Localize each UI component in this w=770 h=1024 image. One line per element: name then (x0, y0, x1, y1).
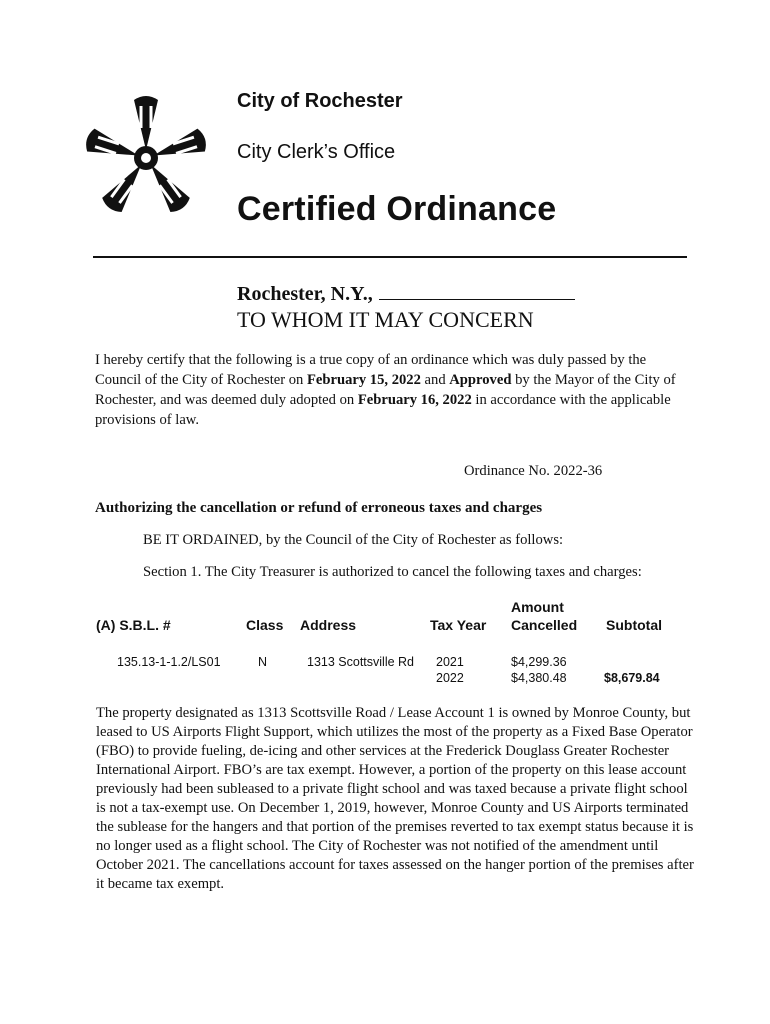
place-line (237, 281, 575, 306)
approved-word: Approved (449, 372, 512, 388)
document-title: Certified Ordinance (237, 190, 557, 228)
cell-address: 1313 Scottsville Rd (307, 655, 415, 669)
col-header-subtotal: Subtotal (606, 617, 662, 633)
city-name: City of Rochester (237, 90, 403, 112)
col-header-sbl: (A) S.B.L. # (96, 617, 171, 633)
date-blank-line (379, 281, 575, 300)
office-name: City Clerk’s Office (237, 141, 396, 163)
ordained-clause: BE IT ORDAINED, by the Council of the City of Rochester as follows: (143, 532, 564, 548)
ordinance-heading: Authorizing the cancellation or refund of erroneous taxes and charges (95, 500, 543, 516)
cell-amount-2: $4,380.48 (511, 671, 567, 685)
greeting: TO WHOM IT MAY CONCERN (237, 307, 534, 332)
col-header-cancelled: Cancelled (511, 617, 578, 633)
ordinance-number: Ordinance No. 2022-36 (464, 463, 603, 479)
col-header-address: Address (300, 617, 357, 633)
cell-year-1: 2021 (436, 655, 464, 669)
col-header-tax-year: Tax Year (430, 617, 487, 633)
header-divider (93, 256, 687, 258)
city-logo-flower (80, 92, 212, 222)
cert-text-3: by the Mayor of the City of Rochester, and was deemed duly adopted on (95, 372, 676, 408)
cell-year-2: 2022 (436, 671, 464, 685)
cert-text-4: in accordance with the applicable provisions of law. (95, 392, 671, 428)
col-header-class: Class (246, 617, 284, 633)
section-1: Section 1. The City Treasurer is authorized to cancel the following taxes and charges: (143, 564, 642, 580)
explanation-paragraph: The property designated as 1313 Scottsville Road / Lease Account 1 is owned by Monroe County, but leased to US Airports Flight Support, which utilizes the most of the property as a Fixed Base Operator (FBO) to provide fueling, de-icing and other services at the Frederick Douglass Greater Rochester International Airport. FBO’s are tax exempt. However, a portion of the property on this lease account previously had been subleased to a private flight school and was taxed because a private flight school is not a tax-exempt use. On December 1, 2019, however, Monroe County and US Airports terminated the sublease for the hangers and that portion of the premises reverted to tax exempt status because it is no longer used as a flight school. The City of Rochester was not notified of the amendment until October 2021. The cancellations account for taxes assessed on the hanger portion of the premises after it became tax exempt. (96, 705, 694, 892)
registered-trademark: ® (176, 198, 184, 209)
cell-amount-1: $4,299.36 (511, 655, 567, 669)
place-label: Rochester, N.Y., (237, 283, 373, 305)
col-header-amount: Amount (511, 599, 564, 615)
cell-class: N (258, 655, 268, 669)
passed-date: February 15, 2022 (306, 372, 421, 388)
certification-paragraph (95, 350, 695, 430)
cert-text-2: and (420, 372, 450, 388)
adopted-date: February 16, 2022 (357, 392, 472, 408)
flower-logo-icon (80, 92, 212, 222)
cert-text-1: I hereby certify that the following is a true copy of an ordinance which was duly passed by the Council of the City of Rochester on (95, 352, 647, 388)
cell-sbl: 135.13-1-1.2/LS01 (117, 655, 221, 669)
cell-subtotal: $8,679.84 (604, 671, 660, 685)
